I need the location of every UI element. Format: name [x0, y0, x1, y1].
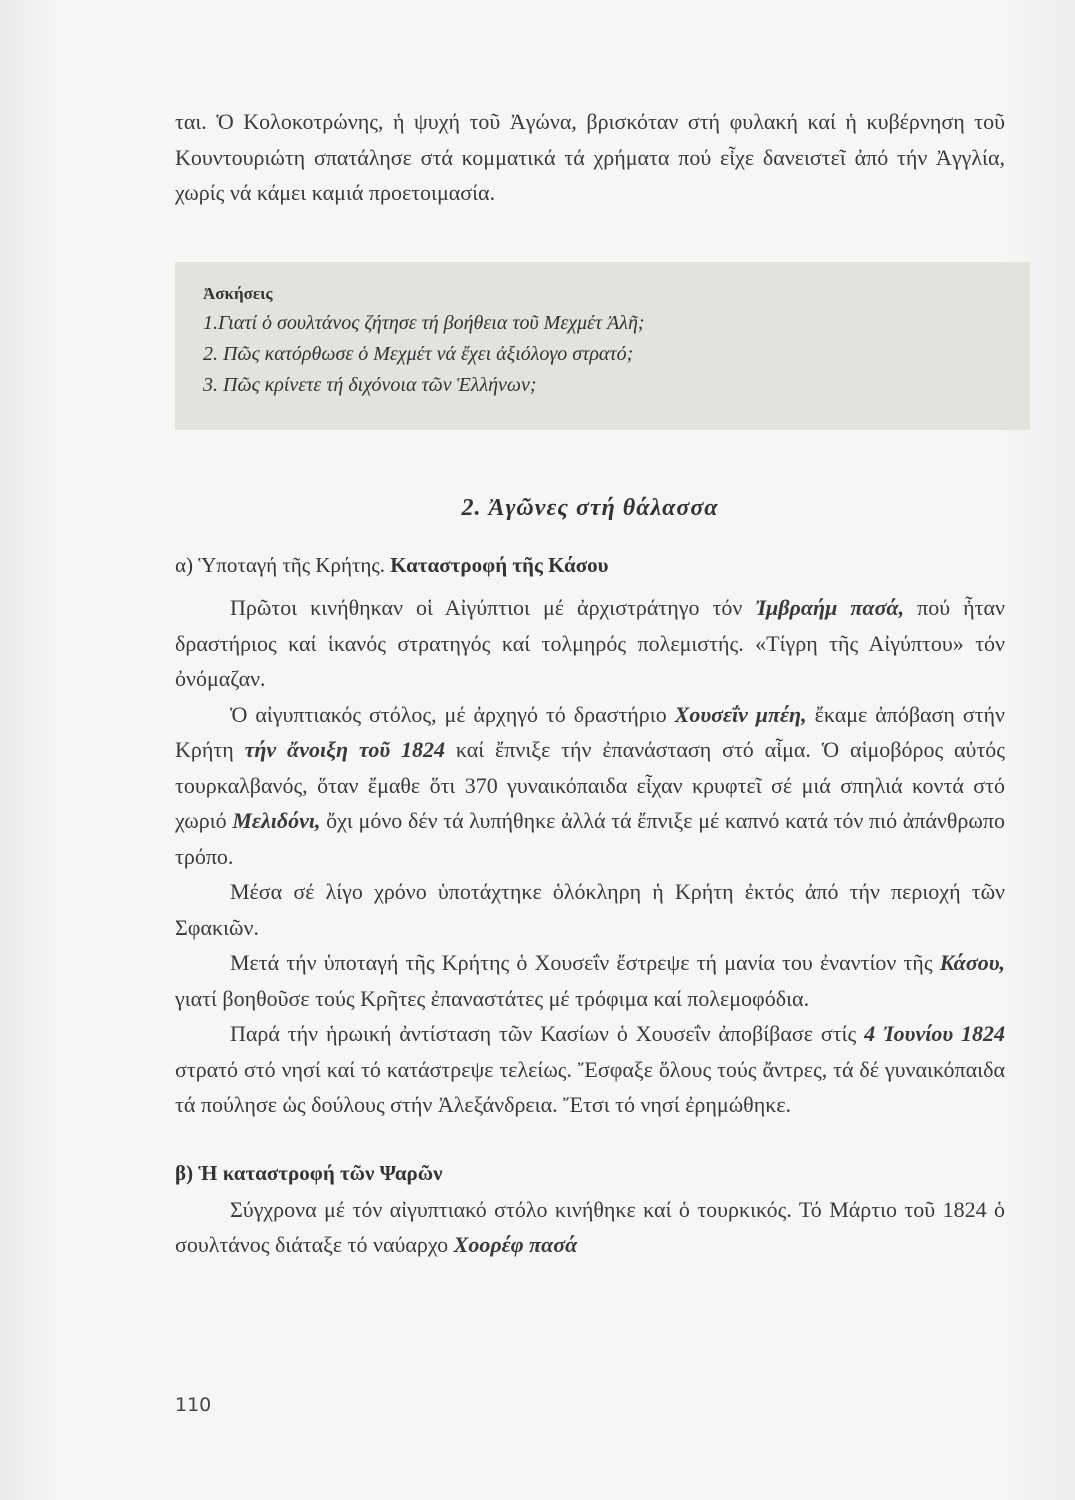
top-text-block [175, 104, 1005, 211]
paragraph-b1-emphasis: Χοορέφ πασά [453, 1232, 578, 1257]
paragraph-a1-emphasis: Ἰμβραήμ πασά, [755, 595, 905, 620]
paragraph-a3: Μέσα σέ λίγο χρόνο ὑποτάχτηκε ὁλόκληρη ἡ Κρήτη ἐκτός ἀπό τήν περιοχή τῶν Σφακιῶν. [175, 879, 1005, 940]
exercise-item-1: 1.Γιατί ὁ σουλτάνος ζήτησε τή βοήθεια τοῦ Μεχμέτ Ἀλῆ; [203, 312, 645, 334]
paragraph-a1-part2: πού ἦταν δραστήριος καί ἱκανός στρατηγός καί τολμηρός πολεμιστής. «Τίγρη τῆς Αἰγύπτου» τόν ὀνόμαζαν. [175, 595, 1005, 691]
paragraph-a5-part1: Παρά τήν ἡρωική ἀντίσταση τῶν Κασίων ὁ Χουσεΐν ἀποβίβασε στίς [230, 1021, 865, 1046]
exercise-item-3: 3. Πῶς κρίνετε τή διχόνοια τῶν Ἑλλήνων; [203, 374, 537, 396]
page-number: 110 [175, 1394, 212, 1416]
subheading-a-label: α) Ὑποταγή τῆς Κρήτης. [175, 553, 385, 577]
paragraph-a5-part2: στρατό στό νησί καί τό κατάστρεψε τελείως. Ἔσφαξε ὅλους τούς ἄντρες, τά δέ γυναικόπαιδα τά πούλησε ὡς δούλους στήν Ἀλεξάνδρεια. Ἔτσι τό νησί ἐρημώθηκε. [175, 1056, 1005, 1117]
exercise-item-2: 2. Πῶς κατόρθωσε ὁ Μεχμέτ νά ἔχει ἀξιόλογο στρατό; [203, 343, 634, 365]
section-title: 2. Ἀγῶνες στή θάλασσα [461, 495, 719, 521]
subheading-a [175, 553, 1005, 578]
paragraph-a5-emphasis: 4 Ἰουνίου 1824 [864, 1021, 1005, 1046]
paragraph-a1 [175, 590, 1005, 697]
paragraph-a2-part2: ἔκαμε ἀπόβαση στήν Κρήτη [175, 701, 1006, 762]
paragraph-a2-emphasis1: Χουσεΐν μπέη, [674, 701, 807, 727]
exercises-title: Ἀσκήσεις [203, 284, 273, 303]
section-a-block [175, 553, 1005, 1263]
paragraph-a4-part1: Μετά τήν ὑποταγή τῆς Κρήτης ὁ Χουσεΐν ἔστρεψε τή μανία του ἐναντίον τῆς [230, 950, 940, 975]
paragraph-a2 [175, 697, 1005, 875]
paragraph-a1-part1: Πρῶτοι κινήθηκαν οἱ Αἰγύπτιοι μέ ἀρχιστράτηγο τόν [230, 595, 756, 620]
exercises-inner [203, 284, 645, 401]
paragraph-a2-emphasis3: Μελιδόνι, [232, 808, 321, 833]
paragraph-a5 [175, 1016, 1005, 1123]
paragraph-a2-part4: ὄχι μόνο δέν τά λυπήθηκε ἀλλά τά ἔπνιξε μέ καπνό κατά τόν πιό ἀπάνθρωπο τρόπο. [175, 808, 1005, 869]
paragraph-b1-part1: Σύγχρονα μέ τόν αἰγυπτιακό στόλο κινήθηκε καί ὁ τουρκικός. Τό Μάρτιο τοῦ 1824 ὁ σουλτάνος διάταξε τό ναύαρχο [175, 1196, 1005, 1257]
paragraph-a4-emphasis: Κάσου, [939, 950, 1005, 975]
exercises-box [175, 262, 1030, 430]
paragraph-a4 [175, 945, 1005, 1016]
top-paragraph: ται. Ὁ Κολοκοτρώνης, ἡ ψυχή τοῦ Ἀγώνα, βρισκόταν στή φυλακή καί ἡ κυβέρνηση τοῦ Κουντουριώτη σπατάλησε στά κομματικά τά χρήματα πού εἶχε δανειστεῖ ἀπό τήν Ἀγγλία, χωρίς νά κάμει καμιά προετοιμασία. [175, 109, 1005, 205]
subheading-a-rest: Καταστροφή τῆς Κάσου [390, 553, 609, 577]
paragraph-a2-part1: Ὁ αἰγυπτιακός στόλος, μέ ἀρχηγό τό δραστήριο [230, 701, 675, 727]
paragraph-a4-part2: γιατί βοηθοῦσε τούς Κρῆτες ἐπαναστάτες μέ τρόφιμα καί πολεμοφόδια. [175, 985, 810, 1011]
paragraph-a2-emphasis2: τήν ἄνοιξη τοῦ 1824 [244, 737, 445, 762]
paragraph-a2-part3: καί ἔπνιξε τήν ἐπανάσταση στό αἷμα. Ὁ αἱμοβόρος αὐτός τουρκαλβανός, ὅταν ἔμαθε ὅτι 370 γυναικόπαιδα εἶχαν κρυφτεῖ σέ μιά σπηλιά κοντά στό χωριό [175, 737, 1006, 833]
paragraph-b1 [175, 1192, 1005, 1263]
subheading-b: β) Ἡ καταστροφή τῶν Ψαρῶν [175, 1160, 443, 1185]
